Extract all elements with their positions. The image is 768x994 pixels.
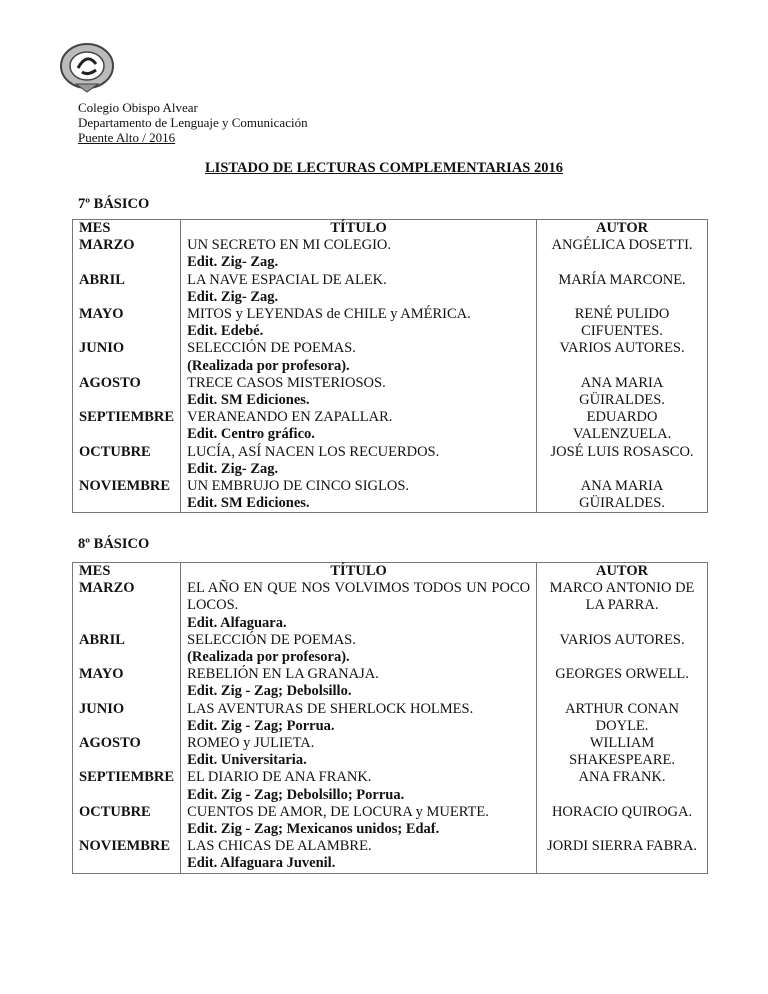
month-cell: MAYO <box>73 666 181 700</box>
title-cell <box>181 838 537 873</box>
book-title: LAS AVENTURAS DE SHERLOCK HOLMES. <box>187 700 474 717</box>
publisher: Edit. SM Ediciones. <box>187 392 310 409</box>
month-cell: JUNIO <box>73 340 181 374</box>
month-cell: SEPTIEMBRE <box>73 409 181 443</box>
book-title: SELECCIÓN DE POEMAS. <box>187 631 356 648</box>
column-header-author: AUTOR <box>537 220 708 238</box>
author-cell: VARIOS AUTORES. <box>537 340 708 374</box>
title-cell <box>181 375 537 409</box>
table-row <box>73 237 708 271</box>
month-cell: MARZO <box>73 237 181 271</box>
title-cell <box>181 632 537 666</box>
table-row <box>73 340 708 374</box>
column-header-title: TÍTULO <box>181 563 537 581</box>
title-cell <box>181 340 537 374</box>
month-cell: NOVIEMBRE <box>73 838 181 873</box>
location-year: Puente Alto / 2016 <box>78 130 176 145</box>
book-title: UN SECRETO EN MI COLEGIO. <box>187 237 392 254</box>
book-title: UN EMBRUJO DE CINCO SIGLOS. <box>187 478 410 495</box>
book-title: CUENTOS DE AMOR, DE LOCURA y MUERTE. <box>187 803 489 820</box>
month-cell: JUNIO <box>73 701 181 735</box>
author-cell: ANA MARIA GÜIRALDES. <box>537 375 708 409</box>
column-header-month: MES <box>73 220 181 238</box>
title-cell <box>181 769 537 803</box>
author-cell: WILLIAM SHAKESPEARE. <box>537 735 708 769</box>
publisher: Edit. Zig - Zag; Debolsillo. <box>187 683 352 700</box>
table-header-row <box>73 563 708 581</box>
book-title: EL AÑO EN QUE NOS VOLVIMOS TODOS UN POCO LOCOS. <box>187 580 531 614</box>
publisher: Edit. Edebé. <box>187 323 264 340</box>
reading-table-8 <box>72 562 708 874</box>
book-title: ROMEO y JULIETA. <box>187 735 315 752</box>
month-cell: OCTUBRE <box>73 804 181 838</box>
month-cell: ABRIL <box>73 632 181 666</box>
author-cell: ANA FRANK. <box>537 769 708 803</box>
table-row <box>73 272 708 306</box>
school-logo <box>58 42 116 94</box>
title-cell <box>181 478 537 513</box>
publisher: Edit. Zig - Zag; Debolsillo; Porrua. <box>187 786 405 803</box>
month-cell: SEPTIEMBRE <box>73 769 181 803</box>
table-row <box>73 666 708 700</box>
table-row <box>73 769 708 803</box>
table-row <box>73 580 708 632</box>
publisher: Edit. Zig- Zag. <box>187 460 279 477</box>
book-title: LAS CHICAS DE ALAMBRE. <box>187 838 372 855</box>
publisher: Edit. Zig- Zag. <box>187 288 279 305</box>
table-row <box>73 306 708 340</box>
table-row <box>73 632 708 666</box>
author-cell: MARCO ANTONIO DE LA PARRA. <box>537 580 708 632</box>
book-title: REBELIÓN EN LA GRANAJA. <box>187 666 379 683</box>
month-cell: ABRIL <box>73 272 181 306</box>
author-cell: JORDI SIERRA FABRA. <box>537 838 708 873</box>
table-row <box>73 735 708 769</box>
author-cell: HORACIO QUIROGA. <box>537 804 708 838</box>
table-row <box>73 375 708 409</box>
book-title: LUCÍA, ASÍ NACEN LOS RECUERDOS. <box>187 443 440 460</box>
department-name: Departamento de Lenguaje y Comunicación <box>78 115 308 130</box>
reading-table-7 <box>72 219 708 513</box>
title-cell <box>181 237 537 271</box>
publisher: Edit. Zig - Zag; Porrua. <box>187 717 335 734</box>
author-cell: MARÍA MARCONE. <box>537 272 708 306</box>
book-title: EL DIARIO DE ANA FRANK. <box>187 769 372 786</box>
table-row <box>73 701 708 735</box>
grade-heading-8: 8º BÁSICO <box>78 536 150 552</box>
title-cell <box>181 444 537 478</box>
book-title: SELECCIÓN DE POEMAS. <box>187 340 356 357</box>
table-row <box>73 804 708 838</box>
publisher: Edit. Centro gráfico. <box>187 426 315 443</box>
month-cell: MAYO <box>73 306 181 340</box>
publisher: (Realizada por profesora). <box>187 649 350 666</box>
author-cell: ARTHUR CONAN DOYLE. <box>537 701 708 735</box>
title-cell <box>181 735 537 769</box>
title-cell <box>181 666 537 700</box>
table-row <box>73 838 708 873</box>
book-title: MITOS y LEYENDAS de CHILE y AMÉRICA. <box>187 306 471 323</box>
table-header-row <box>73 220 708 238</box>
publisher: Edit. Zig- Zag. <box>187 254 279 271</box>
author-cell: ANGÉLICA DOSETTI. <box>537 237 708 271</box>
author-cell: JOSÉ LUIS ROSASCO. <box>537 444 708 478</box>
title-cell <box>181 306 537 340</box>
document-title: LISTADO DE LECTURAS COMPLEMENTARIAS 2016 <box>205 160 563 176</box>
author-cell: RENÉ PULIDO CIFUENTES. <box>537 306 708 340</box>
grade-heading-7: 7º BÁSICO <box>78 196 150 212</box>
column-header-title: TÍTULO <box>181 220 537 238</box>
month-cell: MARZO <box>73 580 181 632</box>
book-title: LA NAVE ESPACIAL DE ALEK. <box>187 271 387 288</box>
title-cell <box>181 580 537 632</box>
publisher: Edit. Alfaguara. <box>187 614 287 631</box>
title-cell <box>181 701 537 735</box>
author-cell: ANA MARIA GÜIRALDES. <box>537 478 708 513</box>
title-cell <box>181 804 537 838</box>
author-cell: GEORGES ORWELL. <box>537 666 708 700</box>
table-row <box>73 444 708 478</box>
column-header-month: MES <box>73 563 181 581</box>
table-row <box>73 409 708 443</box>
month-cell: AGOSTO <box>73 735 181 769</box>
title-cell <box>181 409 537 443</box>
author-cell: EDUARDO VALENZUELA. <box>537 409 708 443</box>
author-cell: VARIOS AUTORES. <box>537 632 708 666</box>
publisher: Edit. SM Ediciones. <box>187 495 310 512</box>
book-title: TRECE CASOS MISTERIOSOS. <box>187 374 386 391</box>
month-cell: OCTUBRE <box>73 444 181 478</box>
publisher: Edit. Alfaguara Juvenil. <box>187 855 336 872</box>
school-name: Colegio Obispo Alvear <box>78 100 198 115</box>
publisher: (Realizada por profesora). <box>187 357 350 374</box>
book-title: VERANEANDO EN ZAPALLAR. <box>187 409 393 426</box>
publisher: Edit. Zig - Zag; Mexicanos unidos; Edaf. <box>187 821 440 838</box>
title-cell <box>181 272 537 306</box>
publisher: Edit. Universitaria. <box>187 752 307 769</box>
document-header <box>78 100 308 145</box>
table-row <box>73 478 708 513</box>
month-cell: NOVIEMBRE <box>73 478 181 513</box>
month-cell: AGOSTO <box>73 375 181 409</box>
column-header-author: AUTOR <box>537 563 708 581</box>
